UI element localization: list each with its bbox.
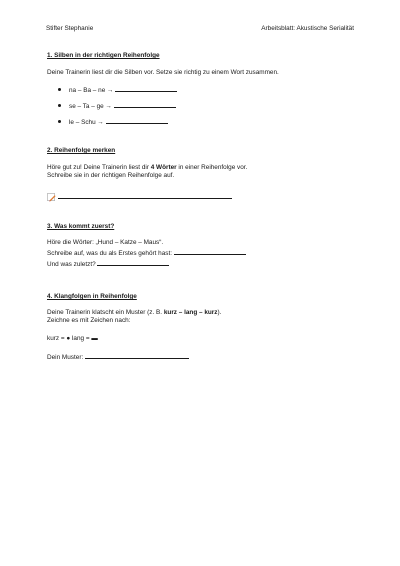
bullet-icon [58, 88, 61, 91]
section-3-line-1: Höre die Wörter: „Hund – Katze – Maus“. [47, 239, 164, 246]
first-word-prompt: Schreibe auf, was du als Erstes gehört hast: [47, 250, 173, 257]
section-2 [47, 147, 357, 155]
section-4-legend [47, 335, 357, 343]
pattern-answer-line[interactable] [85, 351, 189, 359]
section-1 [47, 52, 357, 60]
list-item [58, 116, 168, 127]
symbol-legend: kurz = ● lang = ▬ [47, 335, 98, 342]
answer-line-2[interactable] [114, 100, 176, 108]
section-4 [47, 293, 357, 301]
section-3-heading: 3. Was kommt zuerst? [47, 223, 115, 230]
pattern-label: Dein Muster: [47, 354, 84, 361]
last-word-prompt: Und was zuletzt? [47, 261, 96, 268]
section-2-line-1 [47, 164, 357, 172]
section-4-line-2: Zeichne es mit Zeichen nach: [47, 317, 131, 324]
first-word-answer-line[interactable] [174, 247, 246, 255]
section-2-answer [47, 191, 357, 202]
word-order-answer-line[interactable] [58, 191, 232, 199]
section-4-line-1 [47, 309, 357, 317]
header-title: Arbeitsblatt: Akustische Serialität [261, 25, 354, 32]
section-3-line-3 [47, 258, 357, 269]
section-2-text [47, 164, 357, 180]
bullet-icon [58, 120, 61, 123]
section-1-instruction-block [47, 69, 357, 77]
list-item [58, 100, 176, 111]
section-1-instruction: Deine Trainerin liest dir die Silben vor. Setze sie richtig zu einem Wort zusammen. [47, 69, 279, 76]
bullet-icon [58, 104, 61, 107]
pattern-line [47, 351, 357, 362]
syllables-2: se – Ta – ge → [69, 103, 112, 110]
section-2-line-1-a: Höre gut zu! Deine Trainerin liest dir [47, 164, 151, 171]
section-4-heading: 4. Klangfolgen in Reihenfolge [47, 293, 137, 300]
section-4-line-1-bold: kurz – lang – kurz [163, 309, 218, 316]
syllables-3: le – Schu → [69, 119, 104, 126]
section-3-line-2 [47, 247, 357, 258]
syllables-1: na – Ba – ne → [69, 87, 114, 94]
header-author: Stifter Stephanie [46, 25, 94, 32]
section-2-line-1-bold: 4 Wörter [150, 164, 177, 171]
pencil-icon [47, 193, 56, 202]
list-item [58, 84, 177, 95]
section-2-line-1-b: in einer Reihenfolge vor. [176, 164, 248, 171]
section-4-answer [47, 351, 357, 362]
answer-line-1[interactable] [115, 84, 177, 92]
section-1-heading: 1. Silben in der richtigen Reihenfolge [47, 52, 160, 59]
section-4-line-1-b: ). [217, 309, 222, 316]
section-4-text [47, 309, 357, 325]
answer-line-3[interactable] [106, 116, 168, 124]
last-word-answer-line[interactable] [97, 258, 169, 266]
section-2-heading: 2. Reihenfolge merken [47, 147, 116, 154]
section-4-line-1-a: Deine Trainerin klatscht ein Muster (z. B. [47, 309, 164, 316]
section-2-line-2: Schreibe sie in der richtigen Reihenfolge auf. [47, 172, 175, 179]
section-3 [47, 223, 357, 231]
section-3-text [47, 239, 357, 269]
